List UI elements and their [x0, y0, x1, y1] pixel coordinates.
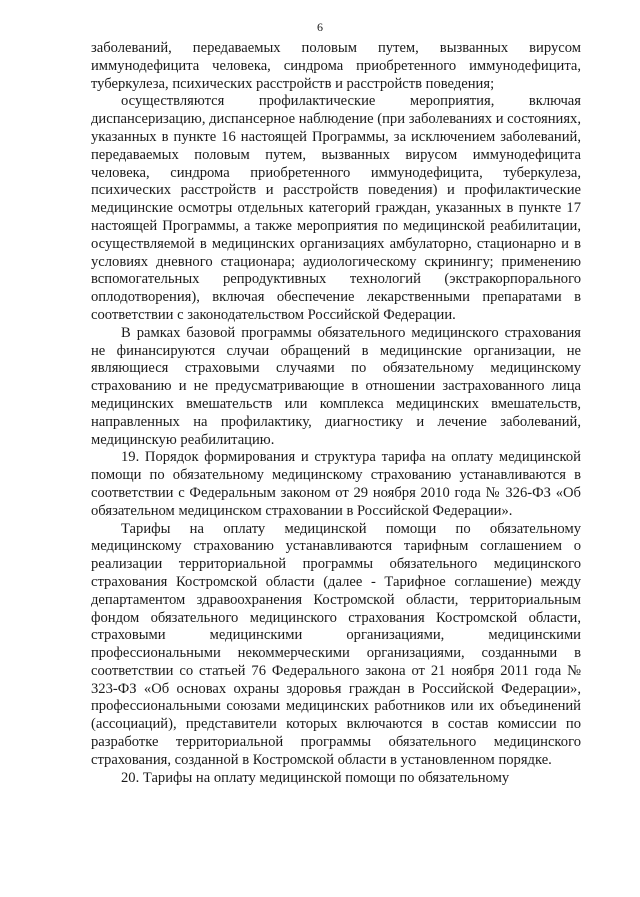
document-body	[91, 40, 581, 787]
paragraph-continuation: заболеваний, передаваемых половым путем, вызванных вирусом иммунодефицита человека, синдрома приобретенного иммунодефицита, туберкулеза, психических расстройств и расстройств поведения;	[91, 40, 581, 92]
paragraph-item-20: 20. Тарифы на оплату медицинской помощи по обязательному	[121, 769, 510, 786]
paragraph-preventive-measures: осуществляются профилактические мероприятия, включая диспансеризацию, диспансерное наблюдение (при заболеваниях и состояниях, указанных в пункте 16 настоящей Программы, за исключением заболеваний, передаваемых половым путем, вызванных вирусом иммунодефицита человека, синдрома приобретенного иммунодефицита, туберкулеза, психических расстройств и расстройств поведения) и профилактические медицинские осмотры отдельных категорий граждан, указанных в пункте 17 настоящей Программы, а также мероприятия по медицинской реабилитации, осуществляемой в медицинских организациях амбулаторно, стационарно и в условиях дневного стационара; аудиологическому скринингу; применению вспомогательных репродуктивных технологий (экстракорпорального оплодотворения), включая обеспечение лекарственными препаратами в соответствии с законодательством Российской Федерации.	[91, 93, 581, 323]
page-number: 6	[317, 20, 323, 34]
paragraph-item-19: 19. Порядок формирования и структура тарифа на оплату медицинской помощи по обязательному медицинскому страхованию устанавливаются в соответствии с Федеральным законом от 29 ноября 2010 года № 326-ФЗ «Об обязательном медицинском страховании в Российской Федерации».	[91, 449, 581, 519]
paragraph-tariff-agreement: Тарифы на оплату медицинской помощи по обязательному медицинскому страхованию устанавливаются тарифным соглашением о реализации территориальной программы обязательного медицинского страхования Костромской области (далее - Тарифное соглашение) между департаментом здравоохранения Костромской области, территориальным фондом обязательного медицинского страхования Костромской области, страховыми медицинскими организациями, медицинскими профессиональными некоммерческими организациями, созданными в соответствии со статьей 76 Федерального закона от 21 ноября 2011 года № 323-ФЗ «Об основах охраны здоровья граждан в Российской Федерации», профессиональными союзами медицинских работников или их объединений (ассоциаций), представители которых включаются в состав комиссии по разработке территориальной программы обязательного медицинского страхования, созданной в Костромской области в установленном порядке.	[91, 520, 581, 768]
paragraph-basic-program-exclusions: В рамках базовой программы обязательного медицинского страхования не финансируются случаи обращений в медицинские организации, не являющиеся страховыми случаями по обязательному медицинскому страхованию и не предусматривающие в отношении застрахованного лица медицинских вмешательств или комплекса медицинских вмешательств, направленных на профилактику, диагностику и лечение заболеваний, медицинскую реабилитацию.	[91, 324, 581, 448]
